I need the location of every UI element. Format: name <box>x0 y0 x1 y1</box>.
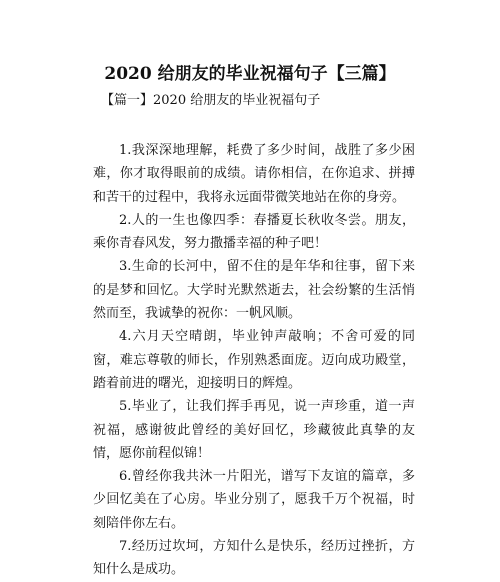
paragraph-7: 7.经历过坎坷，方知什么是快乐，经历过挫折，方知什么是成功。 <box>93 539 415 578</box>
paragraph-6: 6.曾经你我共沐一片阳光，谱写下友谊的篇章，多少回忆美在了心房。毕业分别了，愿我千万个祝福，时刻陪伴你左右。 <box>93 469 415 531</box>
section-heading: 【篇一】2020 给朋友的毕业祝福句子 <box>101 93 321 108</box>
paragraph-1: 1.我深深地理解，耗费了多少时间，战胜了多少困难，你才取得眼前的成绩。请你相信，在你追求、拼搏和苦干的过程中，我将永远面带微笑地站在你的身旁。 <box>93 143 415 205</box>
paragraph-5: 5.毕业了，让我们挥手再见，说一声珍重，道一声祝福，感谢彼此曾经的美好回忆，珍藏彼此真挚的友情，愿你前程似锦！ <box>93 399 415 461</box>
document-body <box>93 139 415 582</box>
paragraph-2: 2.人的一生也像四季：春播夏长秋收冬尝。朋友，乘你青春风发，努力撒播幸福的种子吧！ <box>93 212 415 252</box>
paragraph-3: 3.生命的长河中，留不住的是年华和往事，留下来的是梦和回忆。大学时光默然逝去，社会纷繁的生活悄然而至，我诚挚的祝你：一帆风顺。 <box>93 259 415 322</box>
document-title: 2020 给朋友的毕业祝福句子【三篇】 <box>104 64 396 84</box>
paragraph-4: 4.六月天空晴朗，毕业钟声敲响；不舍可爱的同窗，难忘尊敬的师长，作别熟悉面庞。迈向成功殿堂，踏着前进的曙光，迎接明日的辉煌。 <box>93 329 415 391</box>
